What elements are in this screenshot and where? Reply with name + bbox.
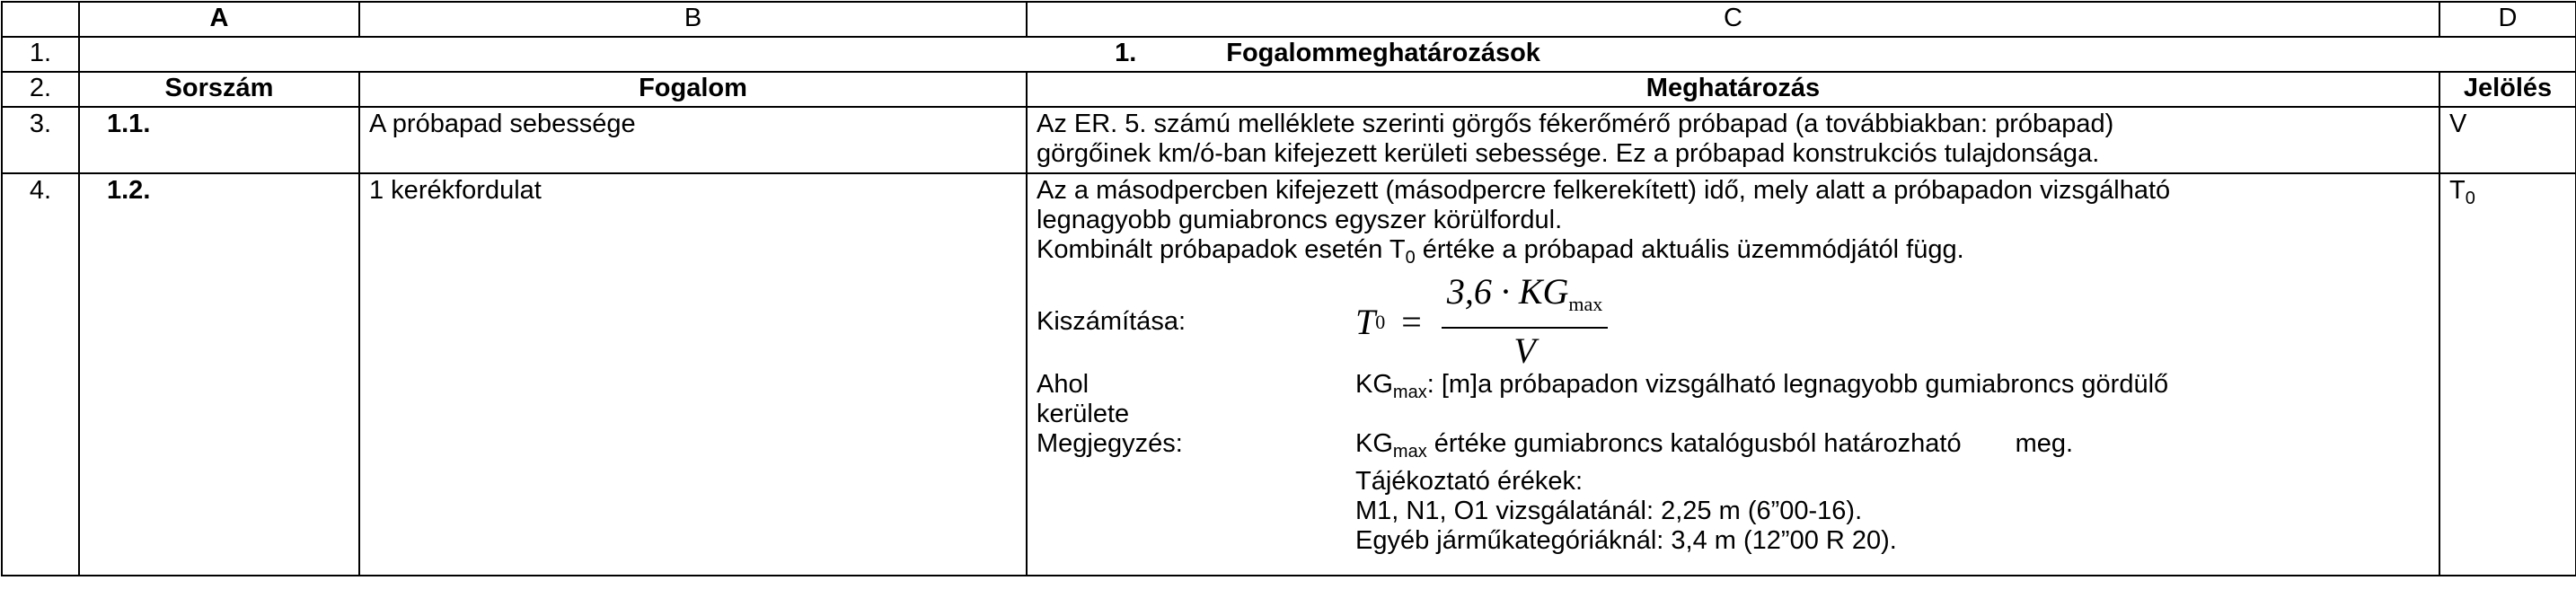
where-text — [1355, 370, 2430, 429]
where-label — [1037, 370, 1355, 429]
column-letter-row — [2, 2, 2576, 37]
column-header-b: B — [359, 2, 1027, 37]
section-row — [2, 37, 2576, 72]
formula-t-sub: 0 — [1375, 310, 1386, 333]
subscript: max — [1392, 383, 1427, 402]
definition-line: legnagyobb gumiabroncs egyszer körülfordul. — [1037, 206, 1563, 234]
note-line — [1355, 429, 2430, 467]
symbol-main: T — [2449, 176, 2466, 205]
definition-line: Az a másodpercben kifejezett (másodpercre felkerekített) idő, mely alatt a próbapadon vizsgálható — [1037, 176, 2171, 205]
section-title-cell — [79, 37, 2576, 72]
note-label: Megjegyzés: — [1037, 429, 1183, 458]
note-line: M1, N1, O1 vizsgálatánál: 2,25 m (6”00-16). — [1355, 497, 1863, 525]
text-part: Kombinált próbapadok esetén T — [1037, 235, 1406, 264]
numerator-text: 3,6 · KG — [1446, 271, 1569, 312]
text-part: értéke a próbapad aktuális üzemmódjától függ. — [1415, 235, 1964, 264]
text-part: KG — [1355, 370, 1393, 399]
header-row — [2, 72, 2576, 107]
formula-fraction — [1442, 271, 1608, 372]
item-id: 1.1. — [79, 107, 359, 173]
column-header-d: D — [2439, 2, 2576, 37]
symbol — [2439, 173, 2576, 576]
note-line: Tájékoztató érékek: — [1355, 467, 1584, 496]
term: A próbapad sebessége — [359, 107, 1027, 173]
subscript: max — [1392, 442, 1427, 462]
header-meghatarozas: Meghatározás — [1027, 72, 2439, 107]
column-header-a: A — [79, 2, 359, 37]
text-part: KG — [1355, 429, 1393, 458]
table-row — [2, 107, 2576, 173]
note-row — [1037, 429, 2430, 556]
definition — [1027, 173, 2439, 576]
header-jeloles: Jelölés — [2439, 72, 2576, 107]
definition-line: görgőinek km/ó-ban kifejezett kerületi sebessége. Ez a próbapad konstrukciós tulajdonsága. — [1037, 139, 2100, 168]
note-text — [1355, 429, 2430, 556]
subscript: 0 — [1405, 248, 1416, 268]
definition-line — [1037, 235, 2430, 273]
term: 1 kerékfordulat — [359, 173, 1027, 576]
section-number: 1. — [1115, 39, 1137, 67]
formula-t: T — [1355, 301, 1376, 342]
section-title: Fogalommeghatározások — [1226, 39, 1540, 67]
where-label-line: kerülete — [1037, 400, 1130, 428]
row-number: 2. — [2, 72, 79, 107]
formula-row — [1037, 273, 2430, 370]
header-fogalom: Fogalom — [359, 72, 1027, 107]
table-row — [2, 173, 2576, 576]
header-sorszam: Sorszám — [79, 72, 359, 107]
column-header-c: C — [1027, 2, 2439, 37]
symbol: V — [2439, 107, 2576, 173]
where-row — [1037, 370, 2430, 429]
text-part: értéke gumiabroncs katalógusból határozható — [1426, 429, 1962, 458]
row-number: 4. — [2, 173, 79, 576]
item-id: 1.2. — [79, 173, 359, 576]
formula-numerator — [1442, 271, 1608, 329]
definition — [1027, 107, 2439, 173]
corner-cell — [2, 2, 79, 37]
calc-label: Kiszámítása: — [1037, 306, 1186, 336]
definition-line: Az ER. 5. számú melléklete szerinti görgős fékerőmérő próbapad (a továbbiakban: próbapad) — [1037, 110, 2114, 138]
formula-denominator: V — [1513, 330, 1536, 371]
row-number: 1. — [2, 37, 79, 72]
formula-equals: = — [1401, 301, 1422, 342]
numerator-sub: max — [1568, 293, 1603, 315]
definitions-table — [1, 1, 2576, 576]
formula — [1355, 271, 1608, 372]
symbol-sub: 0 — [2465, 189, 2475, 208]
text-part: meg. — [2015, 429, 2074, 458]
note-line: Egyéb járműkategóriáknál: 3,4 m (12”00 R 20). — [1355, 526, 1897, 555]
row-number: 3. — [2, 107, 79, 173]
text-part: : [m]a próbapadon vizsgálható legnagyobb gumiabroncs gördülő — [1426, 370, 2169, 399]
where-label-line: Ahol — [1037, 370, 1090, 399]
